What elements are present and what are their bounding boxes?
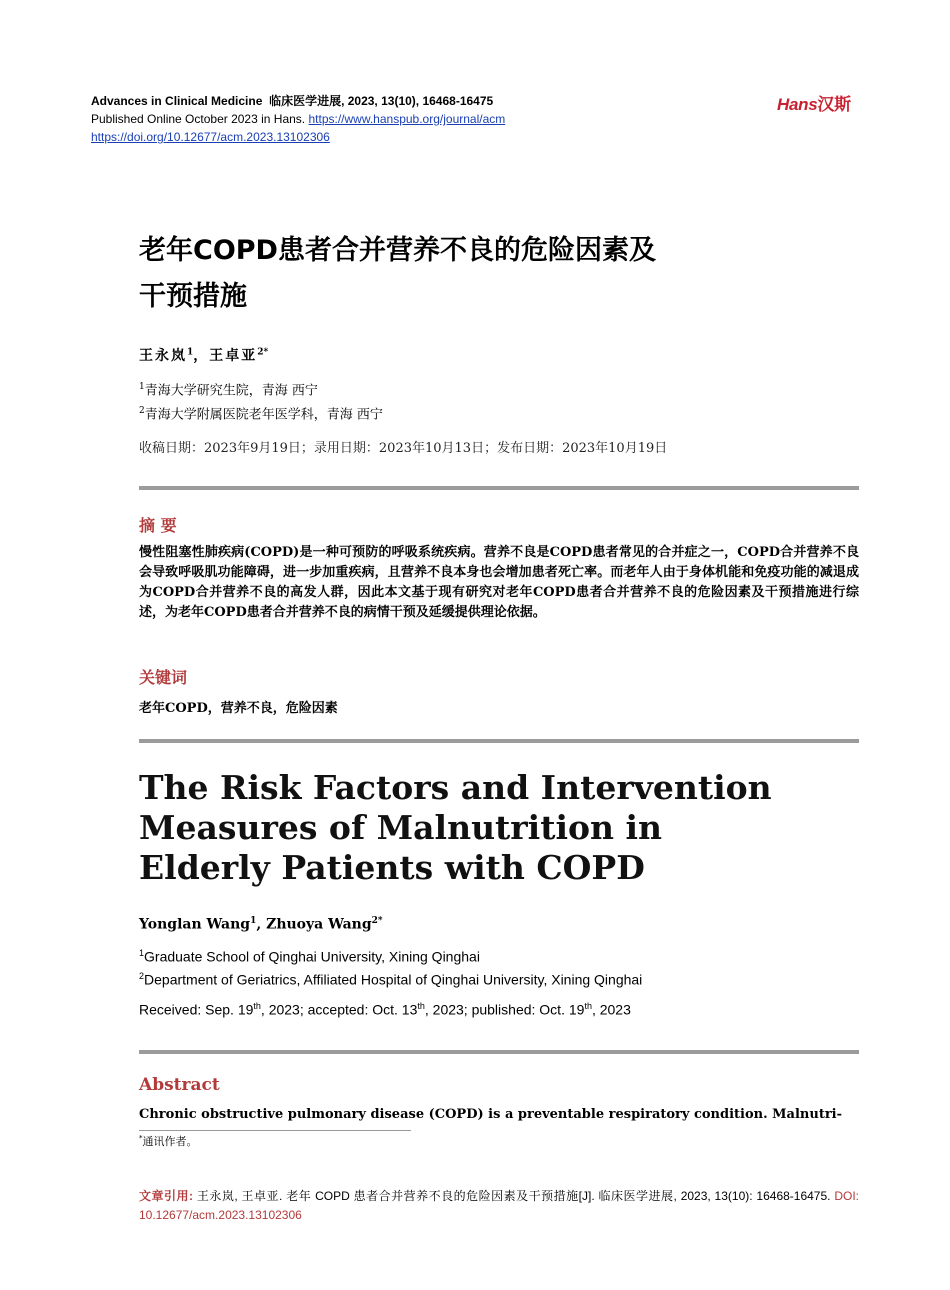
footnote <box>139 1133 198 1149</box>
hans-logo <box>777 90 851 115</box>
cn-author-1: 王永岚 <box>139 348 187 364</box>
section-divider <box>139 486 859 490</box>
cn-affil-2-sup: 2 <box>139 406 145 417</box>
citation-block <box>139 1187 859 1225</box>
published-line <box>91 110 505 128</box>
cn-affil-1-sup: 1 <box>139 382 145 392</box>
accepted-date: , 2023; accepted: Oct. 13 <box>260 1001 418 1018</box>
journal-cn-info: 临床医学进展, 2023, 13(10), 16468-16475 <box>269 94 494 108</box>
footnote-text: 通讯作者。 <box>142 1135 198 1148</box>
doi-link[interactable]: https://doi.org/10.12677/acm.2023.13102306 <box>91 130 330 144</box>
en-author-1-sup: 1 <box>250 916 257 926</box>
footnote-mark: * <box>139 1134 143 1143</box>
cn-author-2: 王卓亚 <box>209 348 258 364</box>
cn-abstract-heading: 摘 要 <box>139 516 177 535</box>
en-affil-2: Department of Geriatrics, Affiliated Hospital of Qinghai University, Xining Qinghai <box>144 971 643 988</box>
en-author-1: Yonglan Wang <box>139 916 251 933</box>
published-date: , 2023; published: Oct. 19 <box>424 1001 585 1018</box>
cn-dates: 收稿日期：2023年9月19日；录用日期：2023年10月13日；发布日期：2023年10月19日 <box>139 441 668 456</box>
section-divider <box>139 1050 859 1054</box>
en-author-sep: , <box>256 916 267 933</box>
logo-cn: 汉斯 <box>817 95 851 114</box>
journal-link[interactable]: https://www.hanspub.org/journal/acm <box>308 112 506 126</box>
en-affil-1: Graduate School of Qinghai University, Xining Qinghai <box>144 948 480 965</box>
section-divider <box>139 739 859 743</box>
cn-abstract-text: 慢性阻塞性肺疾病(COPD)是一种可预防的呼吸系统疾病。营养不良是COPD患者常见的合并症之一，COPD合并营养不良会导致呼吸肌功能障碍，进一步加重疾病，且营养不良本身也会增加患者死亡率。而老年人由于身体机能和免疫功能的减退成为COPD合并营养不良的高发人群，因此本文基于现有研究对老年COPD患者合并营养不良的危险因素及干预措施进行综述，为老年COPD患者合并营养不良的病情干预及延缓提供理论依据。 <box>139 545 859 620</box>
cn-title-line2: 干预措施 <box>139 281 247 312</box>
cn-author-sep: ， <box>193 348 210 364</box>
cn-authors <box>139 345 268 365</box>
footnote-divider <box>139 1130 411 1131</box>
en-author-2: Zhuoya Wang <box>266 916 372 933</box>
en-title-line2: Measures of Malnutrition in <box>139 808 663 847</box>
cn-affil-2: 青海大学附属医院老年医学科，青海 西宁 <box>144 407 383 423</box>
cn-affil-1: 青海大学研究生院，青海 西宁 <box>144 383 318 399</box>
received-date: Received: Sep. 19 <box>139 1001 254 1018</box>
en-dates <box>139 1001 631 1018</box>
en-abstract-text: Chronic obstructive pulmonary disease (COPD) is a preventable respiratory condition. Malnutri- <box>139 1107 843 1122</box>
cn-title-line1: 老年COPD患者合并营养不良的危险因素及 <box>139 235 656 266</box>
cn-keywords-heading: 关键词 <box>139 668 188 687</box>
en-abstract-heading: Abstract <box>139 1075 220 1095</box>
en-affiliations <box>139 944 642 989</box>
citation-doi[interactable]: DOI: 10.12677/acm.2023.13102306 <box>139 1189 859 1222</box>
year-end: , 2023 <box>591 1001 631 1018</box>
cn-title <box>139 228 839 320</box>
en-affil-1-sup: 1 <box>139 948 145 958</box>
en-affil-2-sup: 2 <box>139 970 145 981</box>
journal-name: Advances in Clinical Medicine <box>91 94 263 108</box>
accepted-sup: th <box>417 1001 425 1011</box>
cn-author-2-sup: 2* <box>257 347 269 358</box>
cn-affiliations <box>139 377 383 426</box>
published-sup: th <box>584 1001 592 1011</box>
cn-author-1-sup: 1 <box>187 347 194 358</box>
cn-keywords-text: 老年COPD，营养不良，危险因素 <box>139 701 338 716</box>
en-author-2-sup: 2* <box>371 916 383 926</box>
published-text: Published Online October 2023 in Hans. <box>91 112 306 126</box>
journal-info-line <box>91 92 505 110</box>
journal-header <box>91 92 505 146</box>
citation-text: 王永岚, 王卓亚. 老年 COPD 患者合并营养不良的危险因素及干预措施[J]. 临床医学进展, 2023, 13(10): 16468-16475. <box>193 1189 835 1203</box>
en-title <box>139 768 859 888</box>
citation-label: 文章引用: <box>139 1189 194 1203</box>
en-title-line3: Elderly Patients with COPD <box>139 848 645 887</box>
en-title-line1: The Risk Factors and Intervention <box>139 768 772 807</box>
received-sup: th <box>253 1001 261 1011</box>
en-authors <box>139 916 383 933</box>
logo-en: Hans <box>777 95 818 114</box>
